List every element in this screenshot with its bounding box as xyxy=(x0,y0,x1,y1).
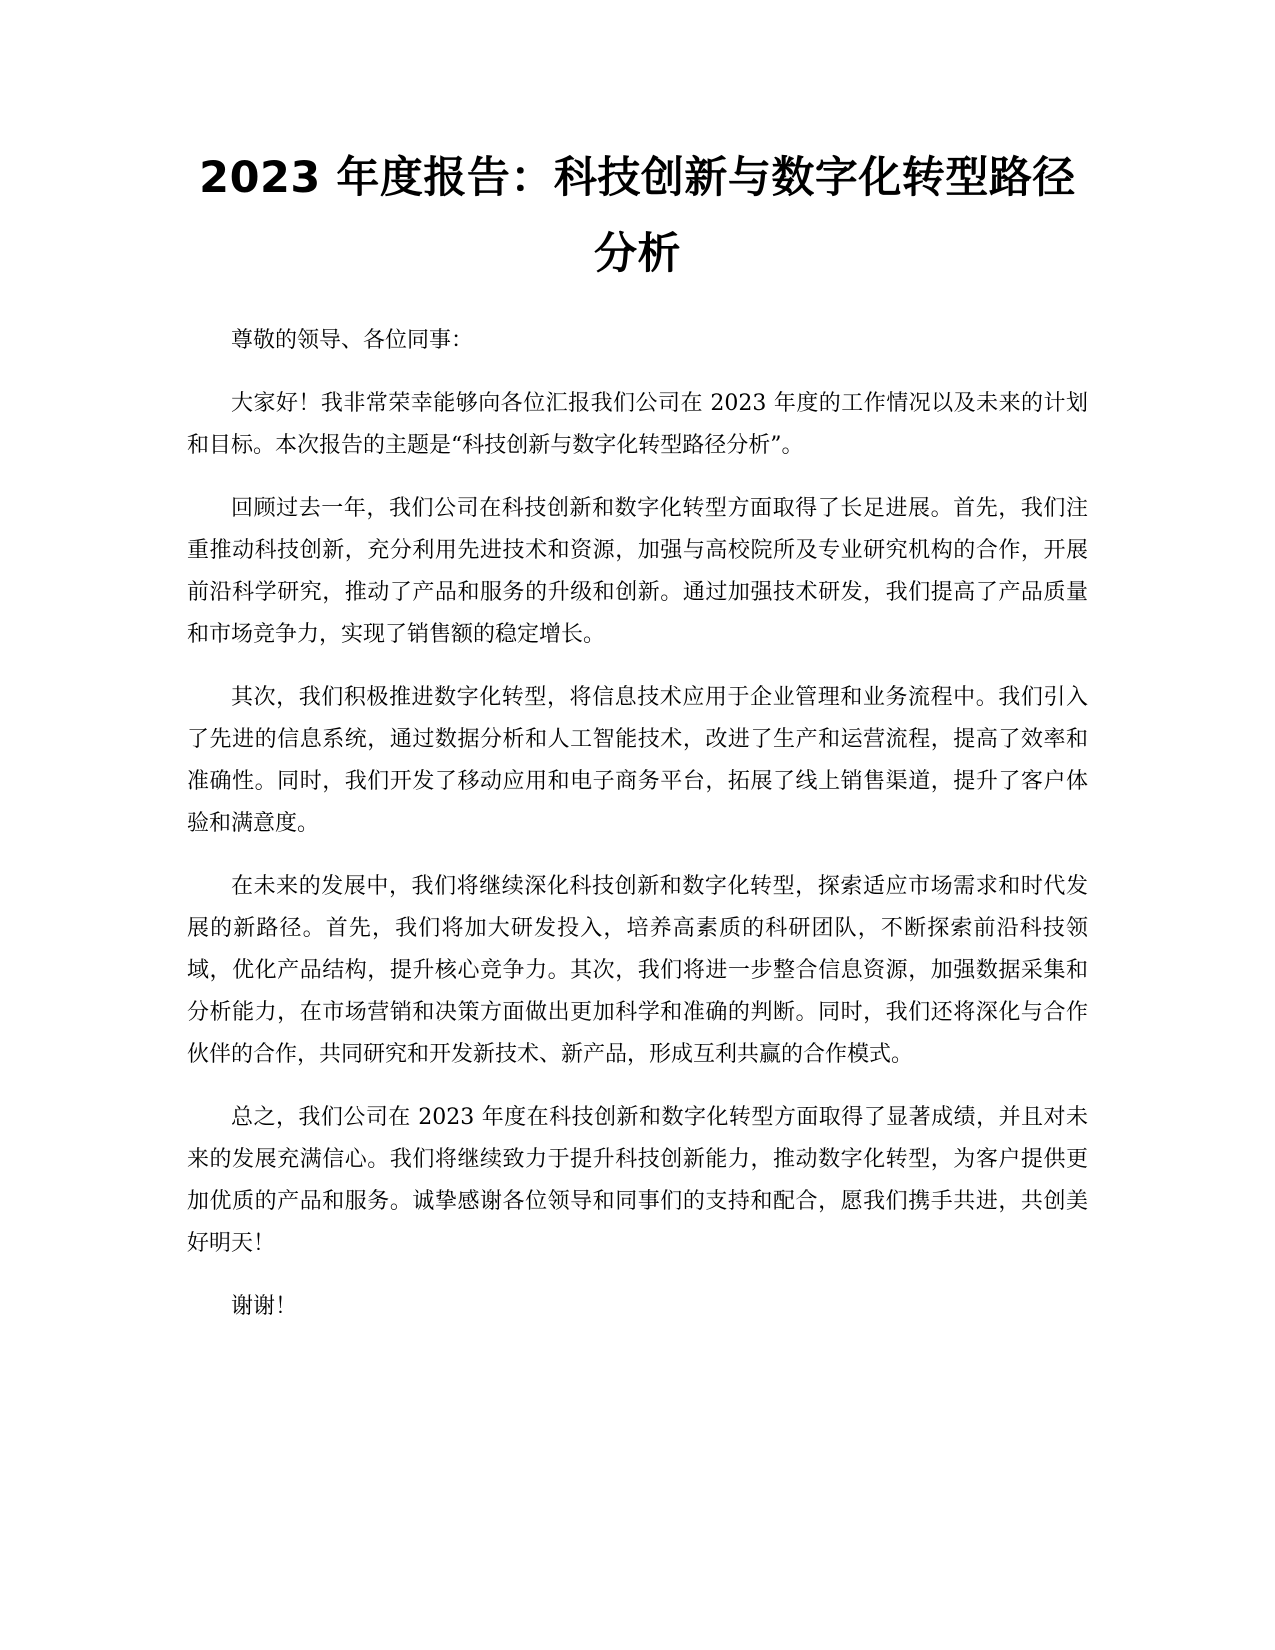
paragraph-future-plans: 在未来的发展中，我们将继续深化科技创新和数字化转型，探索适应市场需求和时代发展的新路径。首先，我们将加大研发投入，培养高素质的科研团队，不断探索前沿科技领域，优化产品结构，提升核心竞争力。其次，我们将进一步整合信息资源，加强数据采集和分析能力，在市场营销和决策方面做出更加科学和准确的判断。同时，我们还将深化与合作伙伴的合作，共同研究和开发新技术、新产品，形成互利共赢的合作模式。 xyxy=(187,874,1088,1067)
document-body xyxy=(187,320,1088,1328)
paragraph-digital-transformation: 其次，我们积极推进数字化转型，将信息技术应用于企业管理和业务流程中。我们引入了先进的信息系统，通过数据分析和人工智能技术，改进了生产和运营流程，提高了效率和准确性。同时，我们开发了移动应用和电子商务平台，拓展了线上销售渠道，提升了客户体验和满意度。 xyxy=(187,685,1088,836)
closing: 谢谢！ xyxy=(231,1294,298,1319)
paragraph-intro: 大家好！我非常荣幸能够向各位汇报我们公司在 2023 年度的工作情况以及未来的计划和目标。本次报告的主题是“科技创新与数字化转型路径分析”。 xyxy=(187,391,1088,458)
paragraph-review: 回顾过去一年，我们公司在科技创新和数字化转型方面取得了长足进展。首先，我们注重推动科技创新，充分利用先进技术和资源，加强与高校院所及专业研究机构的合作，开展前沿科学研究，推动了产品和服务的升级和创新。通过加强技术研发，我们提高了产品质量和市场竞争力，实现了销售额的稳定增长。 xyxy=(187,496,1088,647)
paragraph-summary: 总之，我们公司在 2023 年度在科技创新和数字化转型方面取得了显著成绩，并且对未来的发展充满信心。我们将继续致力于提升科技创新能力，推动数字化转型，为客户提供更加优质的产品和服务。诚挚感谢各位领导和同事们的支持和配合，愿我们携手共进，共创美好明天！ xyxy=(187,1105,1088,1256)
salutation: 尊敬的领导、各位同事： xyxy=(231,328,474,353)
title-line-1: 2023 年度报告：科技创新与数字化转型路径 xyxy=(199,153,1076,203)
title-line-2: 分析 xyxy=(594,229,681,279)
document-title xyxy=(187,140,1088,292)
